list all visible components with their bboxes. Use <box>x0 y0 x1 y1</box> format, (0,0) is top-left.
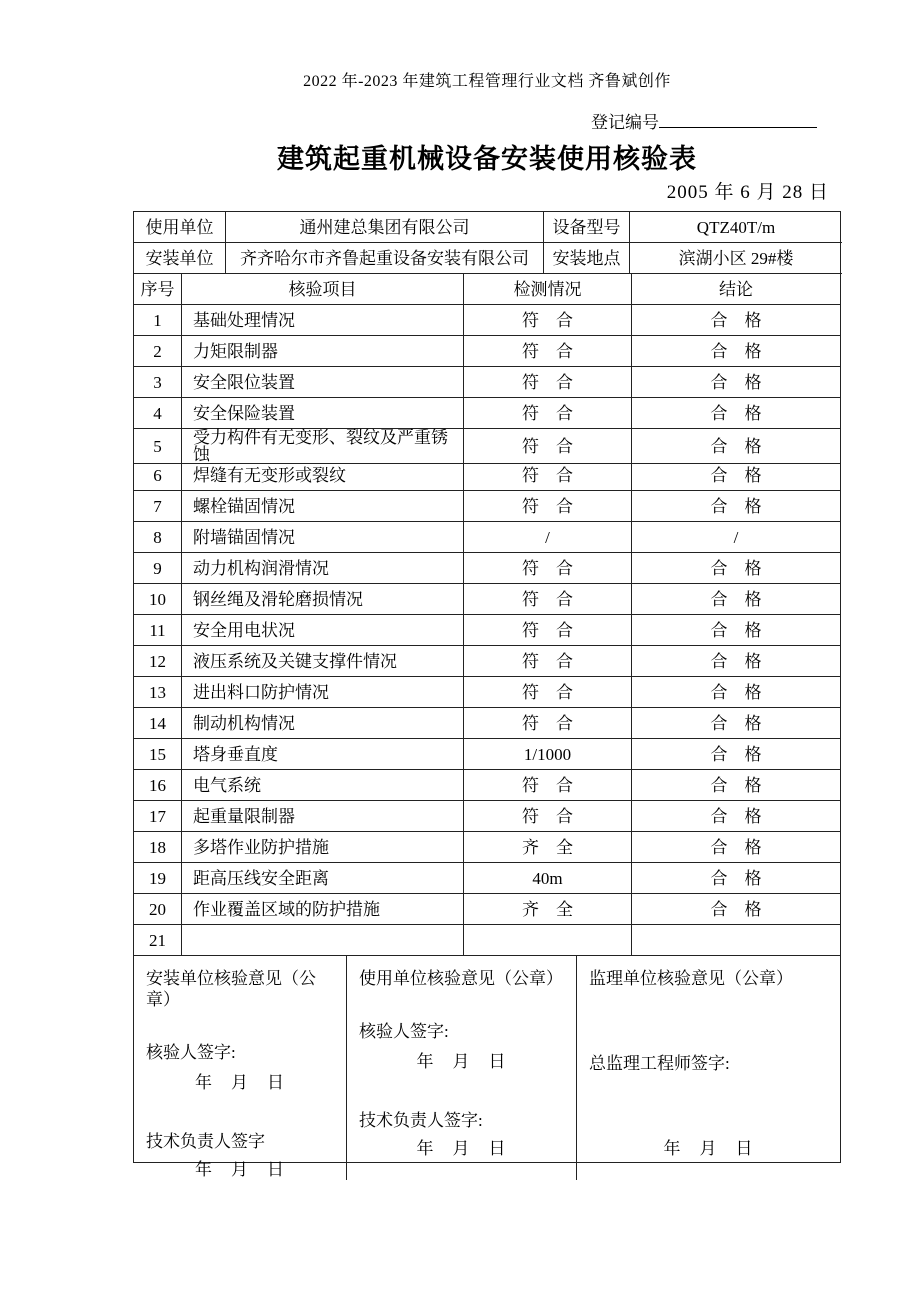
cell-result: 符 合 <box>464 398 632 429</box>
verification-table <box>133 211 841 1179</box>
cell-item: 进出料口防护情况 <box>182 677 464 708</box>
cell-item: 安全限位装置 <box>182 367 464 398</box>
cell-no: 17 <box>134 801 182 832</box>
table-row <box>134 770 840 801</box>
cell-conclusion: 合 格 <box>632 677 840 708</box>
registration-line <box>133 108 841 133</box>
cell-result <box>464 925 632 956</box>
cell-conclusion: 合 格 <box>632 336 840 367</box>
cell-no: 10 <box>134 584 182 615</box>
cell-item <box>182 925 464 956</box>
cell-item: 塔身垂直度 <box>182 739 464 770</box>
cell-no: 19 <box>134 863 182 894</box>
table-row <box>134 491 840 522</box>
date-blank-line: 年 月 日 <box>416 1052 507 1071</box>
column-header-conclusion: 结论 <box>632 274 840 305</box>
cell-result: 符 合 <box>464 646 632 677</box>
cell-result: 齐 全 <box>464 894 632 925</box>
document-date: 2005 年 6 月 28 日 <box>666 182 829 203</box>
cell-item: 动力机构润滑情况 <box>182 553 464 584</box>
signature-cell-supervision-unit <box>577 956 840 1180</box>
cell-result: 符 合 <box>464 336 632 367</box>
cell-conclusion: / <box>632 522 840 553</box>
date-blank-line: 年 月 日 <box>195 1073 285 1092</box>
cell-result: 符 合 <box>464 584 632 615</box>
cell-no: 2 <box>134 336 182 367</box>
cell-item: 焊缝有无变形或裂纹 <box>182 460 464 491</box>
column-header-result: 检测情况 <box>464 274 632 305</box>
cell-item: 制动机构情况 <box>182 708 464 739</box>
cell-no: 8 <box>134 522 182 553</box>
cell-item: 受力构件有无变形、裂纹及严重锈蚀 <box>182 429 464 464</box>
table-row <box>134 305 840 336</box>
cell-conclusion: 合 格 <box>632 801 840 832</box>
cell-result: 符 合 <box>464 491 632 522</box>
cell-result: 符 合 <box>464 429 632 464</box>
table-row <box>134 336 840 367</box>
cell-conclusion: 合 格 <box>632 832 840 863</box>
table-row <box>134 584 840 615</box>
table-row <box>134 428 840 464</box>
page-title: 建筑起重机械设备安装使用核验表 <box>277 144 697 174</box>
cell-item: 基础处理情况 <box>182 305 464 336</box>
cell-no: 6 <box>134 460 182 491</box>
cell-result: 符 合 <box>464 367 632 398</box>
tech-lead-signature-label: 技术负责人签字: <box>359 1111 483 1130</box>
cell-conclusion: 合 格 <box>632 770 840 801</box>
info-row-install-unit <box>134 243 840 274</box>
cell-conclusion: 合 格 <box>632 739 840 770</box>
document-header-note: 2022 年-2023 年建筑工程管理行业文档 齐鲁斌创作 <box>303 73 671 90</box>
table-row <box>134 522 840 553</box>
verifier-signature-label: 核验人签字: <box>146 1043 236 1062</box>
cell-no: 3 <box>134 367 182 398</box>
cell-conclusion: 合 格 <box>632 367 840 398</box>
info-value-install-location: 滨湖小区 29#楼 <box>630 243 842 274</box>
registration-label: 登记编号 <box>591 113 659 132</box>
cell-item: 作业覆盖区域的防护措施 <box>182 894 464 925</box>
signature-title: 安装单位核验意见（公章） <box>146 969 316 1009</box>
cell-conclusion: 合 格 <box>632 460 840 491</box>
signature-title: 使用单位核验意见（公章） <box>359 969 563 988</box>
cell-result: / <box>464 522 632 553</box>
cell-result: 1/1000 <box>464 739 632 770</box>
cell-no: 4 <box>134 398 182 429</box>
items-header-row <box>134 274 840 305</box>
cell-result: 40m <box>464 863 632 894</box>
cell-no: 7 <box>134 491 182 522</box>
cell-conclusion: 合 格 <box>632 863 840 894</box>
table-row <box>134 460 840 491</box>
cell-result: 符 合 <box>464 801 632 832</box>
cell-item: 液压系统及关键支撑件情况 <box>182 646 464 677</box>
info-value-install-unit: 齐齐哈尔市齐鲁起重设备安装有限公司 <box>226 243 544 274</box>
table-row <box>134 801 840 832</box>
cell-no: 14 <box>134 708 182 739</box>
cell-result: 符 合 <box>464 305 632 336</box>
cell-no: 1 <box>134 305 182 336</box>
tech-lead-signature-label: 技术负责人签字 <box>146 1132 265 1151</box>
cell-no: 11 <box>134 615 182 646</box>
cell-no: 18 <box>134 832 182 863</box>
info-label-install-unit: 安装单位 <box>134 243 226 274</box>
cell-item: 力矩限制器 <box>182 336 464 367</box>
table-row <box>134 708 840 739</box>
cell-no: 16 <box>134 770 182 801</box>
cell-conclusion <box>632 925 840 956</box>
cell-result: 符 合 <box>464 553 632 584</box>
cell-result: 齐 全 <box>464 832 632 863</box>
info-label-install-location: 安装地点 <box>544 243 630 274</box>
cell-item: 螺栓锚固情况 <box>182 491 464 522</box>
cell-result: 符 合 <box>464 677 632 708</box>
cell-item: 多塔作业防护措施 <box>182 832 464 863</box>
cell-conclusion: 合 格 <box>632 491 840 522</box>
verifier-signature-label: 核验人签字: <box>359 1022 449 1041</box>
cell-item: 电气系统 <box>182 770 464 801</box>
info-label-use-unit: 使用单位 <box>134 212 226 243</box>
cell-no: 12 <box>134 646 182 677</box>
cell-result: 符 合 <box>464 460 632 491</box>
cell-conclusion: 合 格 <box>632 429 840 464</box>
cell-result: 符 合 <box>464 708 632 739</box>
cell-item: 安全用电状况 <box>182 615 464 646</box>
cell-conclusion: 合 格 <box>632 584 840 615</box>
table-row <box>134 832 840 863</box>
column-header-no: 序号 <box>134 274 182 305</box>
table-row <box>134 367 840 398</box>
signature-section <box>134 956 840 1179</box>
cell-no: 9 <box>134 553 182 584</box>
table-row <box>134 646 840 677</box>
info-value-device-model: QTZ40T/m <box>630 212 842 243</box>
table-row <box>134 863 840 894</box>
cell-item: 起重量限制器 <box>182 801 464 832</box>
cell-conclusion: 合 格 <box>632 553 840 584</box>
cell-result: 符 合 <box>464 615 632 646</box>
cell-conclusion: 合 格 <box>632 398 840 429</box>
cell-result: 符 合 <box>464 770 632 801</box>
cell-no: 5 <box>134 429 182 464</box>
cell-no: 21 <box>134 925 182 956</box>
table-row <box>134 553 840 584</box>
info-label-device-model: 设备型号 <box>544 212 630 243</box>
table-row <box>134 615 840 646</box>
table-row <box>134 894 840 925</box>
table-row <box>134 677 840 708</box>
registration-blank-underline <box>659 108 817 128</box>
info-row-use-unit <box>134 212 840 243</box>
cell-conclusion: 合 格 <box>632 894 840 925</box>
chief-supervisor-signature-label: 总监理工程师签字: <box>589 1054 730 1073</box>
date-blank-line: 年 月 日 <box>195 1160 285 1179</box>
cell-item: 安全保险装置 <box>182 398 464 429</box>
info-value-use-unit: 通州建总集团有限公司 <box>226 212 544 243</box>
table-row <box>134 398 840 429</box>
cell-item: 距高压线安全距离 <box>182 863 464 894</box>
cell-conclusion: 合 格 <box>632 646 840 677</box>
cell-conclusion: 合 格 <box>632 708 840 739</box>
cell-item: 钢丝绳及滑轮磨损情况 <box>182 584 464 615</box>
signature-title: 监理单位核验意见（公章） <box>589 969 793 988</box>
date-blank-line: 年 月 日 <box>416 1139 507 1158</box>
cell-conclusion: 合 格 <box>632 615 840 646</box>
items-body <box>134 305 840 956</box>
table-row <box>134 925 840 956</box>
signature-cell-use-unit <box>347 956 577 1180</box>
cell-conclusion: 合 格 <box>632 305 840 336</box>
table-row <box>134 739 840 770</box>
cell-no: 15 <box>134 739 182 770</box>
cell-no: 13 <box>134 677 182 708</box>
cell-no: 20 <box>134 894 182 925</box>
column-header-item: 核验项目 <box>182 274 464 305</box>
signature-cell-install-unit <box>134 956 347 1180</box>
cell-item: 附墙锚固情况 <box>182 522 464 553</box>
date-blank-line: 年 月 日 <box>663 1139 754 1158</box>
